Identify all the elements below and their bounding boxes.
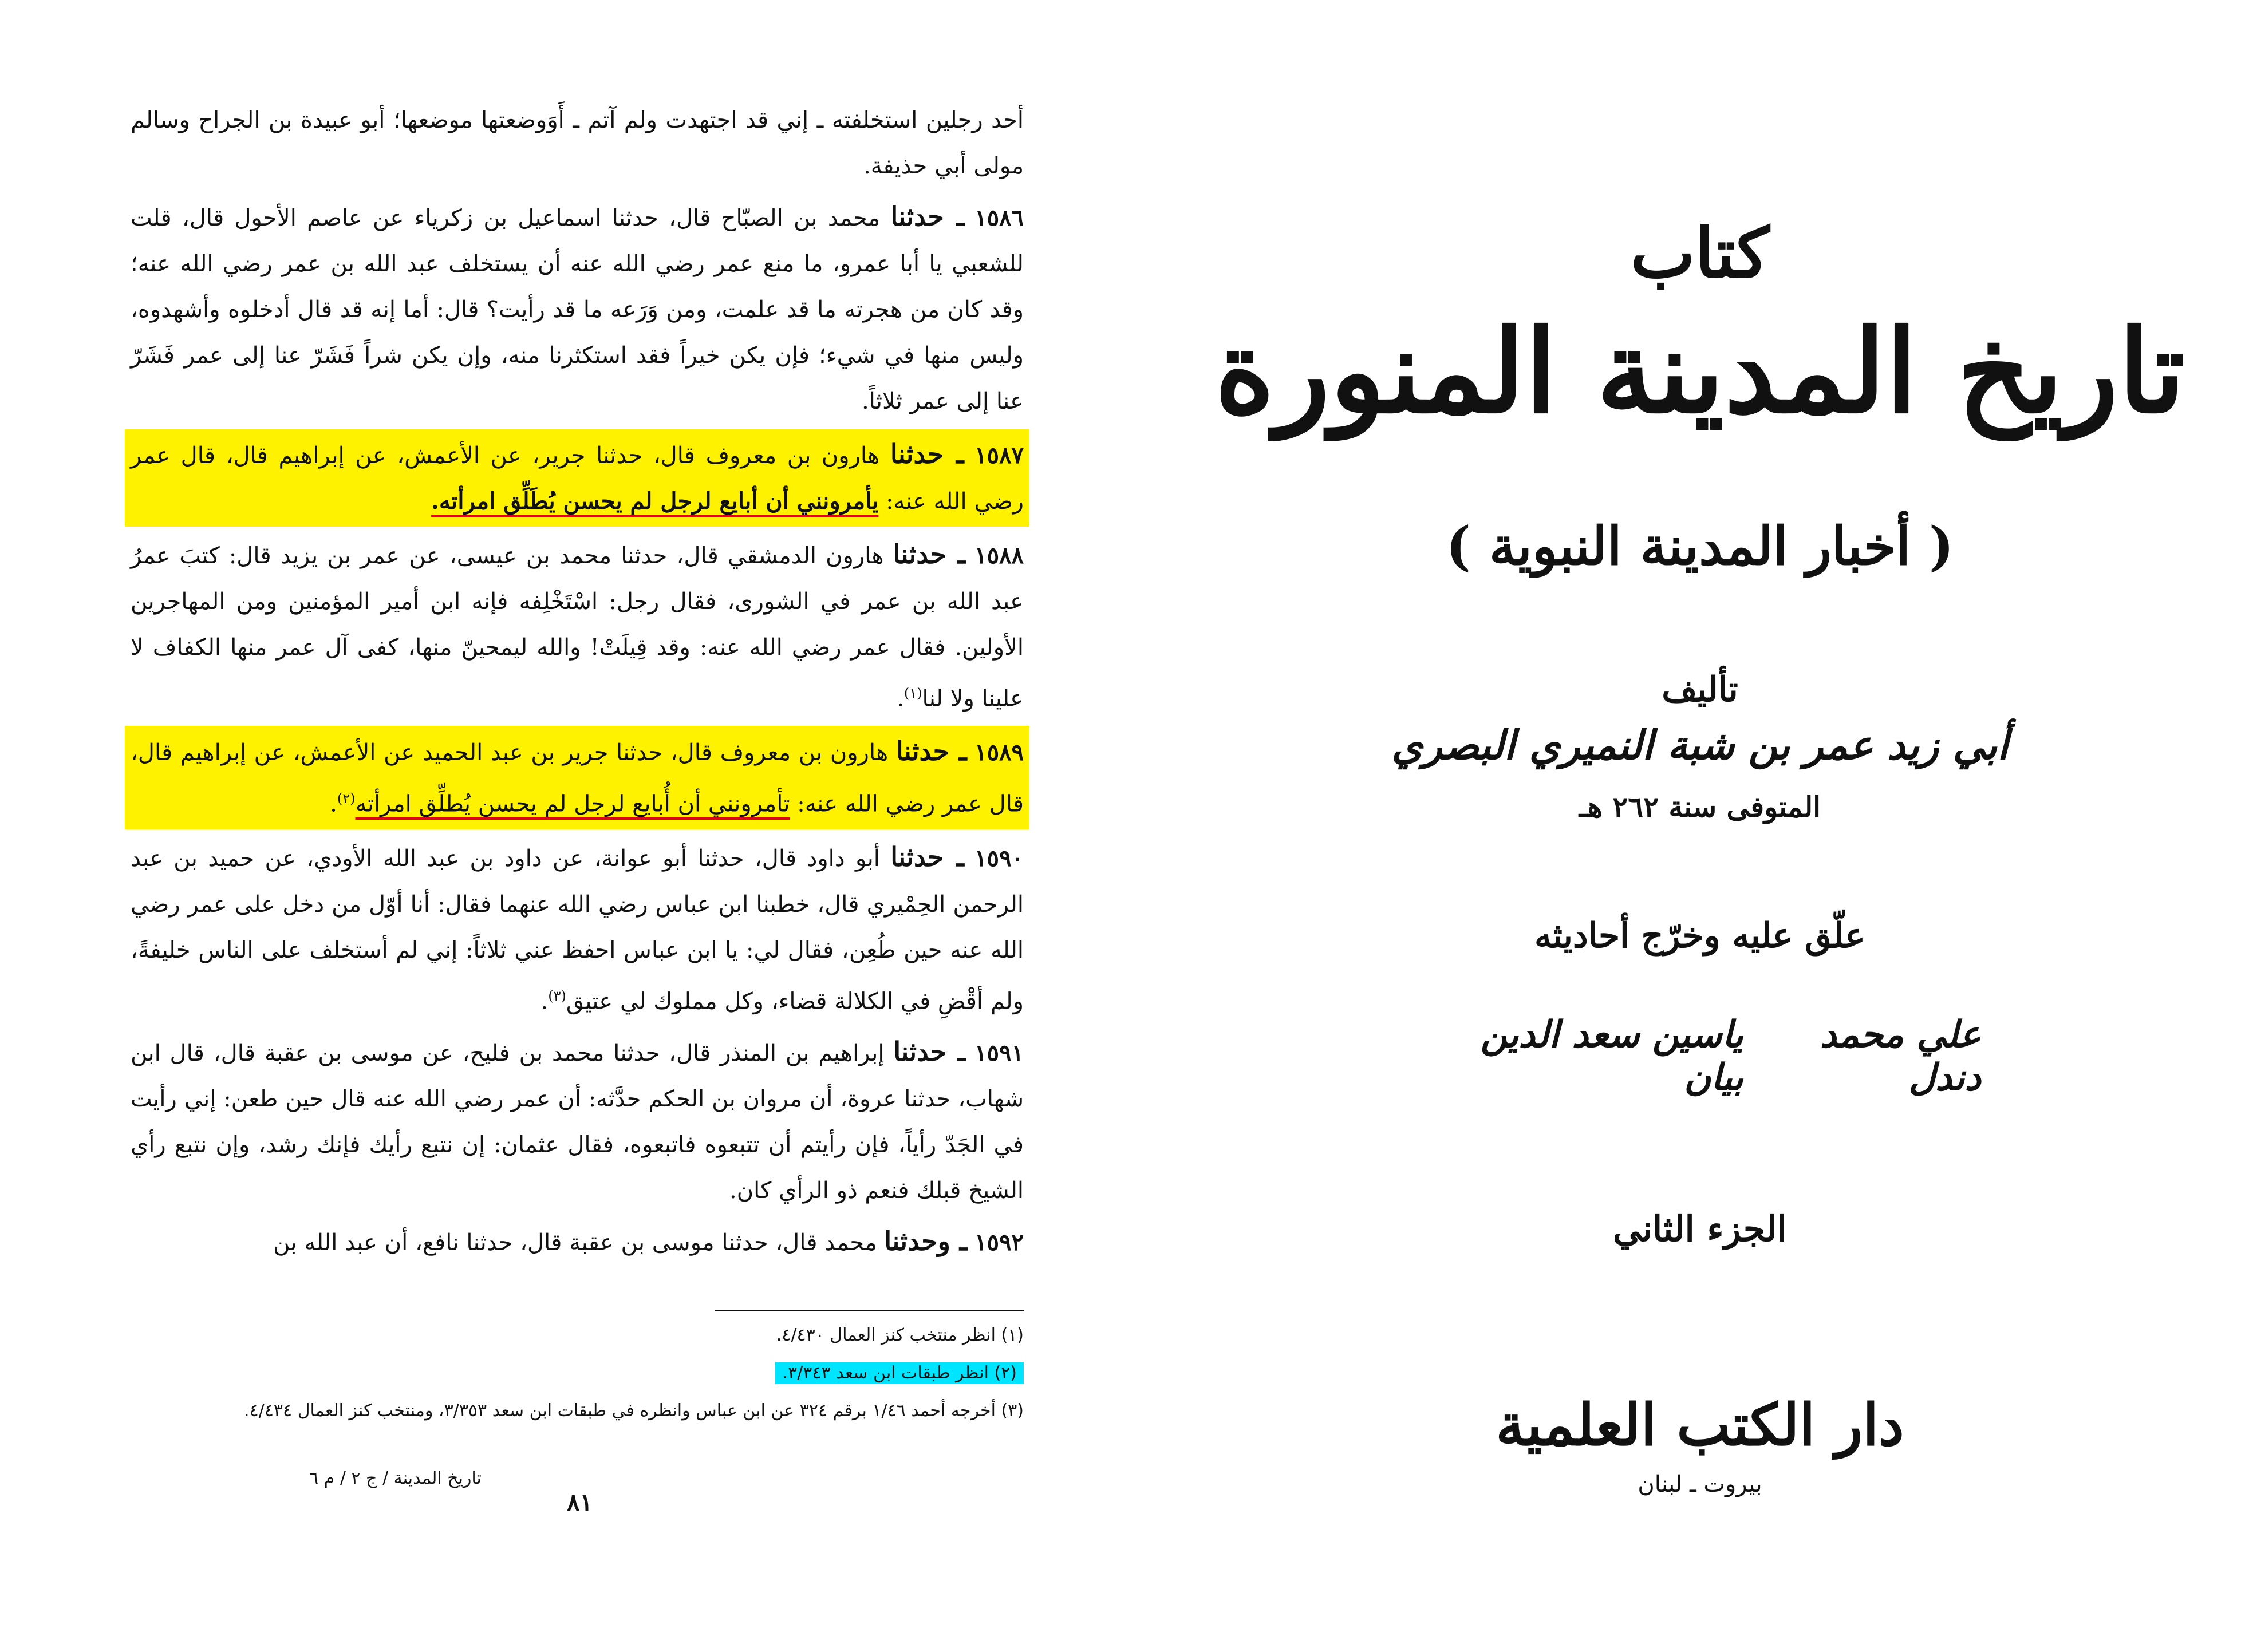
author-name: أبي زيد عمر بن شبة النميري البصري bbox=[1391, 721, 2009, 769]
hadith-text: هارون بن معروف قال، حدثنا جرير بن عبد الحميد عن الأعمش، عن إبراهيم قال، قال عمر رضي الله عنه: bbox=[131, 740, 1024, 817]
hadith-number: ١٥٩٢ bbox=[974, 1228, 1024, 1256]
paragraph-text: أحد رجلين استخلفته ـ إني قد اجتهدت ولم آتم ـ أَوَوضعتها موضعها؛ أبو عبيدة بن الجراح وسالم مولى أبي حذيفة. bbox=[131, 107, 1024, 179]
hadith-keyword: حدثنا bbox=[890, 438, 944, 469]
footnote-marker[interactable]: (٣) bbox=[548, 987, 566, 1004]
hadith-number: ١٥٨٨ bbox=[974, 542, 1024, 569]
footnotes bbox=[131, 1317, 1024, 1430]
hadith-number: ١٥٨٦ bbox=[974, 204, 1024, 231]
hadith-text: هارون الدمشقي قال، حدثنا محمد بن عيسى، عن عمر بن يزيد قال: كتبَ عمرُ عبد الله بن عمر في الشورى، فقال رجل: اسْتَخْلِفه فإنه ابن أمير المؤمنين ومن المهاجرين الأولين. فقال عمر رضي الله عنه: وقد قِيلَتْ! والله ليمحينّ منها، كفى آل عمر منها الكفاف لا علينا ولا لنا bbox=[131, 543, 1024, 712]
footnote-marker[interactable]: (١) bbox=[903, 685, 922, 701]
hadith-1591: ١٥٩١ ـ حدثنا إبراهيم بن المنذر قال، حدثنا محمد بن فليح، عن موسى بن عقبة قال، قال ابن شهاب، حدثنا عروة، أن مروان بن الحكم حدَّثه: أن عمر رضي الله عنه قال حين طعن: إني رأيت في الجَدّ رأياً، فإن رأيتم أن تتبعوه فاتبعوه، فقال عثمان: إن نتبع رأيك فإنك رشد، وإن نتبع رأي الشيخ قبلك فنعم ذو الرأي كان. bbox=[131, 1036, 1024, 1204]
hadith-text: أبو داود قال، حدثنا أبو عوانة، عن داود بن عبد الله الأودي، عن حميد بن عبد الرحمن الحِمْيري قال، خطبنا ابن عباس رضي الله عنهما فقال: أنا أوّل من دخل على عمر رضي الله عنه حين طُعِن، فقال لي: يا ابن عباس احفظ عني ثلاثاً: إني لم أستخلف على الناس خليفةً، ولم أقْضِ في الكلالة قضاء، وكل مملوك لي عتيق bbox=[131, 845, 1024, 1014]
hadith-number: ١٥٨٧ bbox=[974, 442, 1024, 469]
footnote-marker[interactable]: (٢) bbox=[337, 791, 356, 807]
hadith-1586: ١٥٨٦ ـ حدثنا محمد بن الصبّاح قال، حدثنا اسماعيل بن زكرياء عن عاصم الأحول قال، قلت للشعبي يا أبا عمرو، ما منع عمر رضي الله عنه أن يستخلف عبد الله بن عمر رضي الله عنه؛ وقد كان من هجرته ما قد علمت، ومن وَرَعه ما قد رأيت؟ قال: أما إنه قد قال أدخلوه وأشهدوه، وليس منها في شيء؛ فإن يكن خيراً فقد استكثرنا منه، وإن يكن شراً فَشَرّ عنا إلى عمر فَشَرّ عنا إلى عمر ثلاثاً. bbox=[131, 201, 1024, 414]
hadith-number: ١٥٩٠ bbox=[974, 844, 1024, 872]
footnote-2-row bbox=[131, 1354, 1024, 1392]
page-reference: تاريخ المدينة / ج ٢ / م ٦ bbox=[309, 1468, 482, 1488]
editor-name: علي محمد دندل bbox=[1820, 1013, 1981, 1099]
hadith-text: هارون بن معروف قال، حدثنا جرير، عن الأعمش، عن إبراهيم قال، قال عمر رضي الله عنه: bbox=[131, 442, 1024, 515]
volume-label: الجزء الثاني bbox=[1613, 1208, 1787, 1250]
hadith-number: ١٥٩١ bbox=[974, 1039, 1024, 1066]
hadith-number: ١٥٨٩ bbox=[974, 739, 1024, 766]
hadith-keyword: حدثنا bbox=[893, 1036, 947, 1067]
title-page bbox=[1151, 0, 2249, 1652]
hadith-text: محمد بن الصبّاح قال، حدثنا اسماعيل بن زكرياء عن عاصم الأحول قال، قلت للشعبي يا أبا عمرو، ما منع عمر رضي الله عنه أن يستخلف عبد الله بن عمر رضي الله عنه؛ وقد كان من هجرته ما قد علمت، ومن وَرَعه ما قد رأيت؟ قال: أما إنه قد قال أدخلوه وأشهدوه، وليس منها في شيء؛ فإن يكن خيراً فقد استكثرنا منه، وإن يكن شراً فَشَرّ عنا إلى عمر فَشَرّ عنا إلى عمر ثلاثاً. bbox=[131, 205, 1024, 414]
page-number: ٨١ bbox=[567, 1488, 593, 1516]
hadith-1587-highlighted: ١٥٨٧ ـ حدثنا هارون بن معروف قال، حدثنا جرير، عن الأعمش، عن إبراهيم قال، قال عمر رضي الله عنه: يأمرونني أن أبايع لرجل لم يحسن يُطَلِّق امرأته. bbox=[125, 429, 1029, 527]
book-title: تاريخ المدينة المنورة bbox=[1214, 305, 2185, 439]
annotation-credit: علّق عليه وخرّج أحاديثه bbox=[1534, 916, 1865, 956]
publisher-name: دار الكتب العلمية bbox=[1496, 1391, 1904, 1459]
editor-name: ياسين سعد الدين بيان bbox=[1480, 1013, 1743, 1099]
publisher-city: بيروت ـ لبنان bbox=[1638, 1471, 1762, 1497]
hadith-1590: ١٥٩٠ ـ حدثنا أبو داود قال، حدثنا أبو عوانة، عن داود بن عبد الله الأودي، عن حميد بن عبد الرحمن الحِمْيري قال، خطبنا ابن عباس رضي الله عنهما فقال: أنا أوّل من دخل على عمر رضي الله عنه حين طُعِن، فقال لي: يا ابن عباس احفظ عني ثلاثاً: إني لم أستخلف على الناس خليفةً، ولم أقْضِ في الكلالة قضاء، وكل مملوك لي عتيق$^{(٣)}$. bbox=[131, 841, 1024, 1014]
hadith-keyword: حدثنا bbox=[893, 539, 946, 570]
hadith-text: إبراهيم بن المنذر قال، حدثنا محمد بن فليح، عن موسى بن عقبة قال، قال ابن شهاب، حدثنا عروة، أن مروان بن الحكم حدَّثه: أن عمر رضي الله عنه قال حين طعن: إني رأيت في الجَدّ رأياً، فإن رأيتم أن تتبعوه فاتبعوه، فقال عثمان: إن نتبع رأيك فإنك رشد، وإن نتبع رأي الشيخ قبلك فنعم ذو الرأي كان. bbox=[131, 1040, 1024, 1204]
underlined-quote: تأمرونني أن أُبايع لرجل لم يحسن يُطلِّق امرأته bbox=[355, 791, 790, 817]
underlined-quote: يأمرونني أن أبايع لرجل لم يحسن يُطَلِّق امرأته. bbox=[431, 488, 879, 515]
paragraph-intro bbox=[131, 97, 1024, 189]
hadith-keyword: حدثنا bbox=[890, 201, 944, 232]
hadith-1588: ١٥٨٨ ـ حدثنا هارون الدمشقي قال، حدثنا محمد بن عيسى، عن عمر بن يزيد قال: كتبَ عمرُ عبد الله بن عمر في الشورى، فقال رجل: اسْتَخْلِفه فإنه ابن أمير المؤمنين ومن المهاجرين الأولين. فقال عمر رضي الله عنه: وقد قِيلَتْ! والله ليمحينّ منها، كفى آل عمر منها الكفاف لا علينا ولا لنا$^{(١)}$. bbox=[131, 539, 1024, 712]
footnote-divider bbox=[715, 1310, 1024, 1311]
editors bbox=[1420, 1013, 1981, 1099]
book-subtitle: ( أخبار المدينة النبوية ) bbox=[1446, 515, 1954, 577]
footnote-3: (٣) أخرجه أحمد ١/٤٦ برقم ٣٢٤ عن ابن عباس وانظره في طبقات ابن سعد ٣/٣٥٣، ومنتخب كنز العمال ٤/٤٣٤. bbox=[244, 1401, 1024, 1421]
hadith-keyword: وحدثنا bbox=[884, 1225, 950, 1256]
footnote-1: (١) انظر منتخب كنز العمال ٤/٤٣٠. bbox=[776, 1325, 1024, 1345]
hadith-keyword: حدثنا bbox=[890, 841, 944, 872]
footnote-2-highlighted: (٢) انظر طبقات ابن سعد ٣/٣٤٣. bbox=[775, 1362, 1024, 1384]
hadith-1592: ١٥٩٢ ـ وحدثنا محمد قال، حدثنا موسى بن عقبة قال، حدثنا نافع، أن عبد الله بن bbox=[273, 1225, 1024, 1256]
hadith-1589-highlighted: ١٥٨٩ ـ حدثنا هارون بن معروف قال، حدثنا جرير بن عبد الحميد عن الأعمش، عن إبراهيم قال، قال عمر رضي الله عنه: تأمرونني أن أُبايع لرجل لم يحسن يُطلِّق امرأته$^{(٢)}$. bbox=[125, 726, 1029, 829]
hadith-keyword: حدثنا bbox=[895, 736, 950, 767]
authorship-label: تأليف bbox=[1662, 670, 1738, 710]
book-label: كتاب bbox=[1630, 213, 1770, 294]
body-text bbox=[131, 97, 1024, 1266]
hadith-text: محمد قال، حدثنا موسى بن عقبة قال، حدثنا نافع، أن عبد الله بن bbox=[273, 1229, 877, 1256]
author-death-date: المتوفى سنة ٢٦٢ هـ bbox=[1579, 790, 1821, 824]
